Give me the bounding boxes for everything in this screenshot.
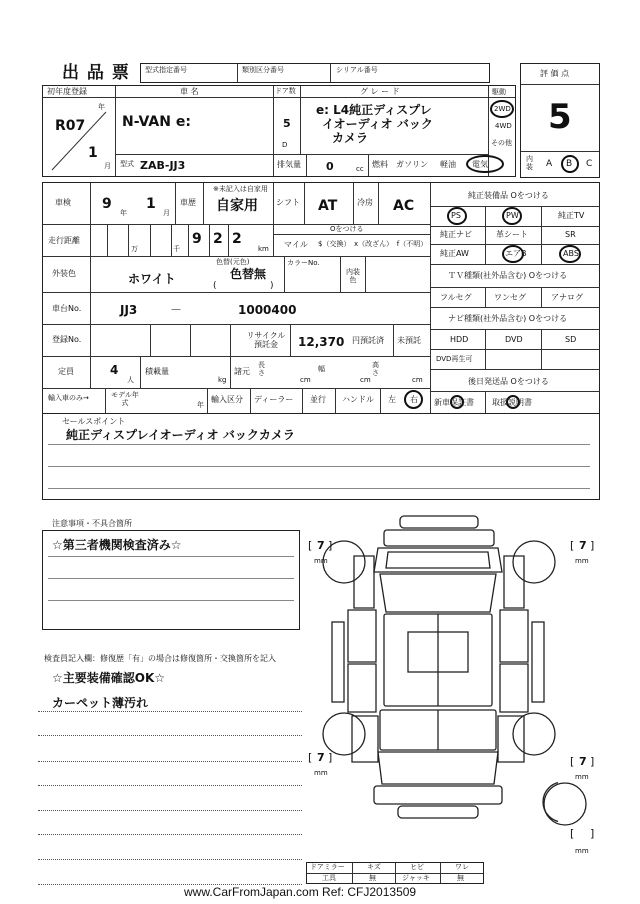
- notes-label: 注意事項・不具合箇所: [52, 519, 132, 528]
- navi-hdd: HDD: [450, 335, 469, 344]
- equip-airbag-circle: [502, 245, 524, 263]
- shaken-year: 9: [102, 196, 112, 212]
- car-diagram: [318, 512, 558, 882]
- equip-sr: SR: [565, 230, 576, 239]
- color-change-value: 色替無: [230, 267, 267, 281]
- chassis-number: 1000400: [238, 303, 297, 317]
- exchange-label: $（交換）: [318, 240, 351, 248]
- later-title: 後日発送品 Oをつける: [468, 377, 549, 386]
- interior-b-circle: [561, 155, 579, 173]
- inspector-label: 検査員記入欄：修復歴「有」の場合は修復箇所・交換箇所を記入: [44, 654, 276, 663]
- displacement-value: 0: [326, 160, 334, 173]
- interior-c: C: [586, 159, 593, 169]
- recycle-label: リサイクル預託金: [246, 331, 286, 350]
- drive-label: 駆動: [492, 88, 506, 96]
- interior-label: 内装: [526, 155, 533, 171]
- tv-fullseg: フルセグ: [440, 293, 472, 302]
- displacement-label: 排気量: [277, 160, 301, 169]
- shift-value: AT: [318, 198, 338, 214]
- spare-wheel: [540, 780, 590, 830]
- legend-jack: ジャッキ: [402, 874, 430, 882]
- shaken-month: 1: [146, 196, 156, 212]
- mileage-label: 走行距離: [48, 236, 80, 245]
- equip-tv: 純正TV: [558, 211, 585, 220]
- tampered-label: x（改ざん）: [354, 240, 394, 248]
- color-change-label: 色替(元色): [216, 258, 250, 266]
- tv-title: ＴＶ種類(社外品含む) Oをつける: [448, 271, 568, 280]
- first-reg-label: 初年度登録: [47, 87, 87, 96]
- notes-line-3: カーペット薄汚れ: [52, 696, 149, 710]
- tv-oneseg: ワンセグ: [494, 293, 526, 302]
- spare-unit: mm: [575, 847, 589, 855]
- capacity-unit: 人: [127, 376, 134, 384]
- legend-tools: 工具: [322, 874, 336, 882]
- drive-other: その他: [491, 139, 512, 147]
- equip-abs-circle: [559, 245, 581, 263]
- chassis-dash: －: [170, 303, 183, 317]
- car-name-label: 車 名: [180, 87, 199, 96]
- doors-value: 5: [283, 117, 291, 130]
- equip-ps-circle: [447, 207, 467, 225]
- drive-2wd-circle: [490, 100, 514, 118]
- use-value: 自家用: [216, 198, 258, 214]
- reg-month-value: 1: [88, 145, 98, 161]
- km-unit: km: [258, 245, 269, 253]
- model-label: 型式: [120, 160, 134, 168]
- car-name-value: N-VAN e:: [122, 114, 191, 130]
- capacity-label: 定員: [58, 367, 74, 376]
- right-label: 右: [410, 395, 418, 404]
- grade-line-2: イオーディオ バック: [322, 117, 433, 131]
- later-manual: 取扱説明書: [492, 398, 532, 407]
- ac-value: AC: [393, 198, 415, 214]
- ac-label: 冷房: [357, 198, 373, 207]
- load-label: 積載量: [145, 367, 169, 376]
- score-value: 5: [548, 97, 572, 137]
- sales-point-label: セールスポイント: [62, 417, 126, 426]
- mileage-digit-6: 2: [232, 231, 242, 247]
- length-label: 長さ: [258, 361, 265, 377]
- watermark-text: www.CarFromJapan.com Ref: CFJ2013509: [184, 885, 417, 899]
- later-manual-circle: [506, 395, 520, 409]
- header-codes-box: [140, 63, 490, 83]
- shaken-year-unit: 年: [120, 209, 127, 217]
- interior-color-label: 内装色: [346, 268, 360, 285]
- recycle-value: 12,370: [298, 335, 345, 349]
- equip-airbag: エアB: [505, 249, 527, 258]
- sales-point-text: 純正ディスプレイオーディオ バックカメラ: [66, 428, 295, 442]
- doors-unit: D: [282, 141, 288, 149]
- legend-mirror: ドアミラー: [310, 863, 345, 871]
- height-label: 高さ: [372, 361, 379, 377]
- category-label: 類別区分番号: [242, 66, 284, 74]
- legend-break: ワレ: [455, 863, 469, 871]
- interior-b: B: [566, 159, 573, 169]
- fuel-diesel: 軽油: [440, 160, 456, 169]
- recycle-not: 未預託: [397, 336, 421, 345]
- man-unit: 万: [131, 245, 138, 253]
- grade-label: グ レ ー ド: [360, 87, 400, 96]
- tire-rr-unit: mm: [575, 773, 589, 781]
- grade-line-1: e: L4純正ディスプレ: [316, 103, 432, 117]
- reg-year-value: R07: [55, 118, 86, 134]
- mile-label: マイル: [284, 240, 308, 249]
- equip-abs: ABS: [563, 249, 579, 258]
- shaken-label: 車検: [55, 198, 71, 207]
- navi-title: ナビ種類(社外品含む) Oをつける: [448, 314, 568, 323]
- legend-crack: ヒビ: [410, 863, 424, 871]
- fuel-label: 燃料: [372, 160, 388, 169]
- import-class-label: 輸入区分: [211, 395, 243, 404]
- tire-fr-unit: mm: [575, 557, 589, 565]
- dvd-label: DVD再生可: [436, 355, 473, 363]
- right-circle: [404, 390, 423, 409]
- model-year-label: モデル年式: [111, 391, 139, 408]
- type-cert-label: 型式指定番号: [145, 66, 187, 74]
- dealer-label: ディーラー: [254, 395, 294, 404]
- import-label: 輸入車のみ→: [48, 394, 89, 402]
- chassis-prefix: JJ3: [120, 303, 138, 317]
- serial-label: シリアル番号: [336, 66, 378, 74]
- later-warranty: 新車保証書: [434, 398, 474, 407]
- cc-unit: cc: [356, 165, 364, 173]
- width-label: 幅: [318, 365, 325, 373]
- equip-leather: 革シート: [496, 230, 528, 239]
- shaken-month-unit: 月: [163, 209, 170, 217]
- tire-fl-open: [: [308, 539, 313, 552]
- left-label: 左: [388, 395, 396, 404]
- shift-label: シフト: [276, 198, 300, 207]
- color-no-label: カラーNo.: [287, 259, 320, 267]
- mileage-digit-4: 9: [192, 231, 202, 247]
- sales-point-box: [42, 413, 600, 500]
- model-year-unit: 年: [197, 401, 204, 409]
- equipment-title: 純正装備品 Oをつける: [468, 191, 549, 200]
- tire-fl-value: 7: [317, 539, 325, 552]
- equip-pw: PW: [506, 211, 519, 220]
- chassis-label: 車台No.: [52, 304, 82, 313]
- use-label: 車歴: [180, 198, 196, 207]
- navi-dvd: DVD: [505, 335, 523, 344]
- score-label: 評 価 点: [540, 69, 570, 78]
- doors-label: ドア数: [275, 87, 296, 95]
- tire-rr-value: 7: [579, 755, 587, 768]
- tire-fl-unit: mm: [314, 557, 328, 565]
- size-label: 諸元: [234, 367, 250, 376]
- navi-sd: SD: [565, 335, 577, 344]
- grade-line-3: カメラ: [332, 131, 369, 145]
- drive-4wd: 4WD: [495, 122, 512, 130]
- use-note: ※未記入は自家用: [213, 185, 268, 193]
- mileage-digit-5: 2: [213, 231, 223, 247]
- width-cm: cm: [360, 376, 371, 384]
- color-value: ホワイト: [128, 272, 176, 286]
- fuel-electric-circle: [466, 155, 504, 173]
- later-warranty-circle: [450, 395, 464, 409]
- recycle-unit: 円預託済: [352, 336, 384, 345]
- height-cm: cm: [412, 376, 423, 384]
- length-cm: cm: [300, 376, 311, 384]
- unknown-label: f（不明）: [396, 240, 428, 248]
- fuel-gasoline: ガソリン: [396, 160, 428, 169]
- legend-scratch: キズ: [367, 863, 381, 871]
- fuel-electric: 電気: [472, 160, 488, 169]
- capacity-value: 4: [110, 363, 119, 377]
- notes-line-1: ☆第三者機関検査済み☆: [52, 538, 182, 552]
- equip-pw-circle: [502, 207, 522, 225]
- tv-analog: アナログ: [551, 293, 583, 302]
- month-unit: 月: [104, 162, 111, 170]
- year-unit: 年: [98, 103, 105, 111]
- mileage-circle-note: Oをつける: [330, 225, 364, 233]
- handle-label: ハンドル: [342, 395, 374, 404]
- legend-tools-value: 無: [369, 874, 376, 882]
- parallel-label: 並行: [310, 395, 326, 404]
- tire-rl-unit: mm: [314, 769, 328, 777]
- notes-line-2: ☆主要装備確認OK☆: [52, 671, 166, 685]
- interior-a: A: [546, 159, 553, 169]
- tire-fr-value: 7: [579, 539, 587, 552]
- load-kg: kg: [218, 376, 227, 384]
- sen-unit: 千: [173, 245, 180, 253]
- drive-2wd: 2WD: [494, 105, 511, 113]
- equip-aw: 純正AW: [440, 249, 469, 258]
- legend-jack-value: 無: [457, 874, 464, 882]
- sheet-title: 出 品 票: [62, 63, 130, 83]
- tire-rl-value: 7: [317, 751, 325, 764]
- reg-no-label: 登録No.: [52, 335, 82, 344]
- equip-ps: PS: [451, 211, 461, 220]
- equip-navi: 純正ナビ: [440, 230, 472, 239]
- model-value: ZAB-JJ3: [140, 159, 186, 172]
- color-label: 外装色: [52, 269, 76, 278]
